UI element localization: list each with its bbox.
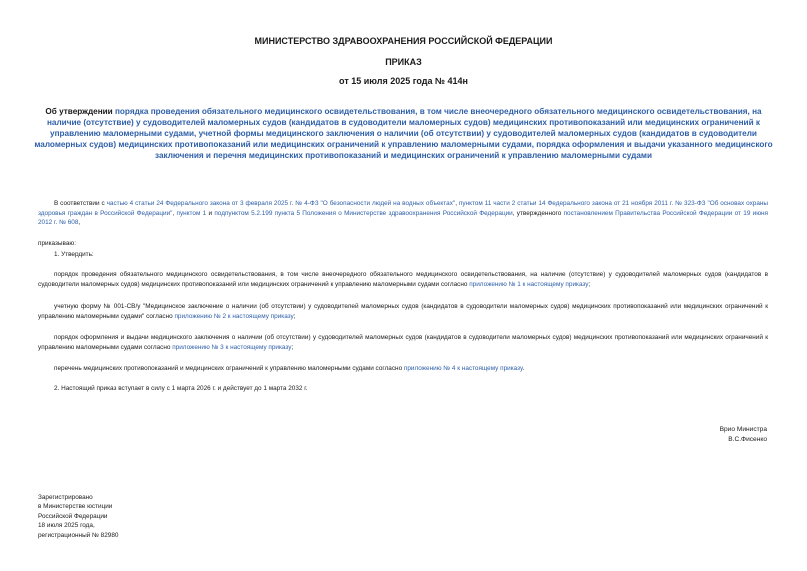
- registration-block: [38, 493, 118, 540]
- registration-line-4: 18 июля 2025 года,: [38, 522, 95, 530]
- title-link[interactable]: порядка проведения обязательного медицинского освидетельствования, в том числе внеочередного обязательного медицинского освидетельствования, на наличие (отсутствие) у судоводителей маломерных судов (кандидатов в судоводители маломерных судов) медицинских противопоказаний или медицинских ограничений к управлению маломерными судами, учетной формы медицинского заключения о наличии (об отсутствии) у судоводителей маломерных судов (кандидатов в судоводители маломерных судов) медицинских противопоказаний или медицинских ограничений к управлению маломерными судами, порядка оформления и выдачи указанного медицинского заключения и перечня медицинских противопоказаний и медицинских ограничений к управлению маломерными судами: [34, 107, 773, 160]
- preamble-link-law-323fz[interactable]: пунктом 11 части 2 статьи 14 Федерального закона от 21 ноября 2011 г. № 323-ФЗ "Об основах охраны здоровья граждан в Российской Федерации": [38, 200, 769, 217]
- preamble-text-3: ,: [172, 209, 177, 217]
- sub-item-3-text: порядок оформления и выдачи медицинского заключения о наличии (об отсутствии) у судоводителей маломерных судов (кандидатов в судоводители маломерных судов) медицинских противопоказаний или медицинских ограничений к управлению маломерными судами согласно: [38, 334, 768, 351]
- sub-item-3-end: ;: [291, 343, 294, 351]
- registration-line-5: регистрационный № 82980: [38, 531, 119, 539]
- appendix-1-link[interactable]: приложению № 1 к настоящему приказу: [469, 280, 589, 288]
- registration-line-2: в Министерстве юстиции: [38, 503, 113, 511]
- item-1: 1. Утвердить:: [54, 251, 94, 258]
- ministry-heading: МИНИСТЕРСТВО ЗДРАВООХРАНЕНИЯ РОССИЙСКОЙ ФЕДЕРАЦИИ: [254, 36, 553, 46]
- preamble-link-point-1[interactable]: пунктом 1: [176, 209, 207, 217]
- doc-type-heading: ПРИКАЗ: [385, 57, 422, 67]
- sub-item-4: [38, 364, 768, 374]
- appendix-3-link[interactable]: приложению № 3 к настоящему приказу: [172, 343, 292, 351]
- sub-item-3: [38, 333, 768, 352]
- preamble-text-5: , утвержденного: [512, 209, 564, 217]
- sub-item-1-text: порядок проведения обязательного медицинского освидетельствования, в том числе внеочередного обязательного медицинского освидетельствования, на наличие (отсутствие) у судоводителей маломерных судов (кандидатов в судоводители маломерных судов) медицинских противопоказаний или медицинских ограничений к управлению маломерными судами согласно: [38, 271, 768, 288]
- preamble-link-law-4fz[interactable]: частью 4 статьи 24 Федерального закона от 3 февраля 2025 г. № 4-ФЗ "О безопасности людей на водных объектах": [106, 200, 456, 207]
- preamble-text-2: ,: [455, 200, 459, 207]
- sub-item-2-end: ;: [293, 312, 296, 320]
- sub-item-4-text: перечень медицинских противопоказаний и медицинских ограничений к управлению маломерными судами согласно: [54, 365, 404, 372]
- title-prefix: Об утверждении: [45, 107, 115, 116]
- sub-item-1: [38, 270, 768, 289]
- preamble-link-decree-608[interactable]: постановлением Правительства Российской Федерации от 19 июня 2012 г. № 608: [38, 209, 769, 226]
- sub-item-2: [38, 302, 768, 321]
- appendix-2-link[interactable]: приложению № 2 к настоящему приказу: [174, 312, 294, 320]
- preamble-text-4: и: [206, 209, 215, 217]
- item-2: 2. Настоящий приказ вступает в силу с 1 марта 2026 г. и действует до 1 марта 2032 г.: [54, 385, 308, 392]
- preamble-link-regulation[interactable]: подпунктом 5.2.199 пункта 5 Положения о Министерстве здравоохранения Российской Федерации: [214, 209, 513, 217]
- sub-item-2-text: учетную форму № 001-СВ/у "Медицинское заключение о наличии (об отсутствии) у судоводителей маломерных судов (кандидатов в судоводители маломерных судов) медицинских противопоказаний или медицинских ограничений к управлению маломерными судами" согласно: [38, 303, 768, 320]
- appendix-4-link[interactable]: приложению № 4 к настоящему приказу: [403, 365, 523, 372]
- registration-line-1: Зарегистрировано: [38, 494, 93, 501]
- preamble-paragraph: [38, 199, 768, 228]
- registration-line-3: Российской Федерации: [38, 512, 108, 520]
- date-number-heading: от 15 июля 2025 года № 414н: [339, 76, 468, 86]
- sub-item-4-end: .: [522, 365, 525, 372]
- signature-position: Врио Министра: [719, 426, 767, 433]
- sub-item-1-end: ;: [588, 280, 591, 288]
- signature-name: В.С.Фисенко: [728, 436, 767, 443]
- preamble-text-1: В соответствии с: [54, 200, 107, 207]
- order-word: приказываю:: [38, 240, 76, 247]
- document-title: [30, 106, 777, 161]
- preamble-text-6: ,: [78, 219, 81, 226]
